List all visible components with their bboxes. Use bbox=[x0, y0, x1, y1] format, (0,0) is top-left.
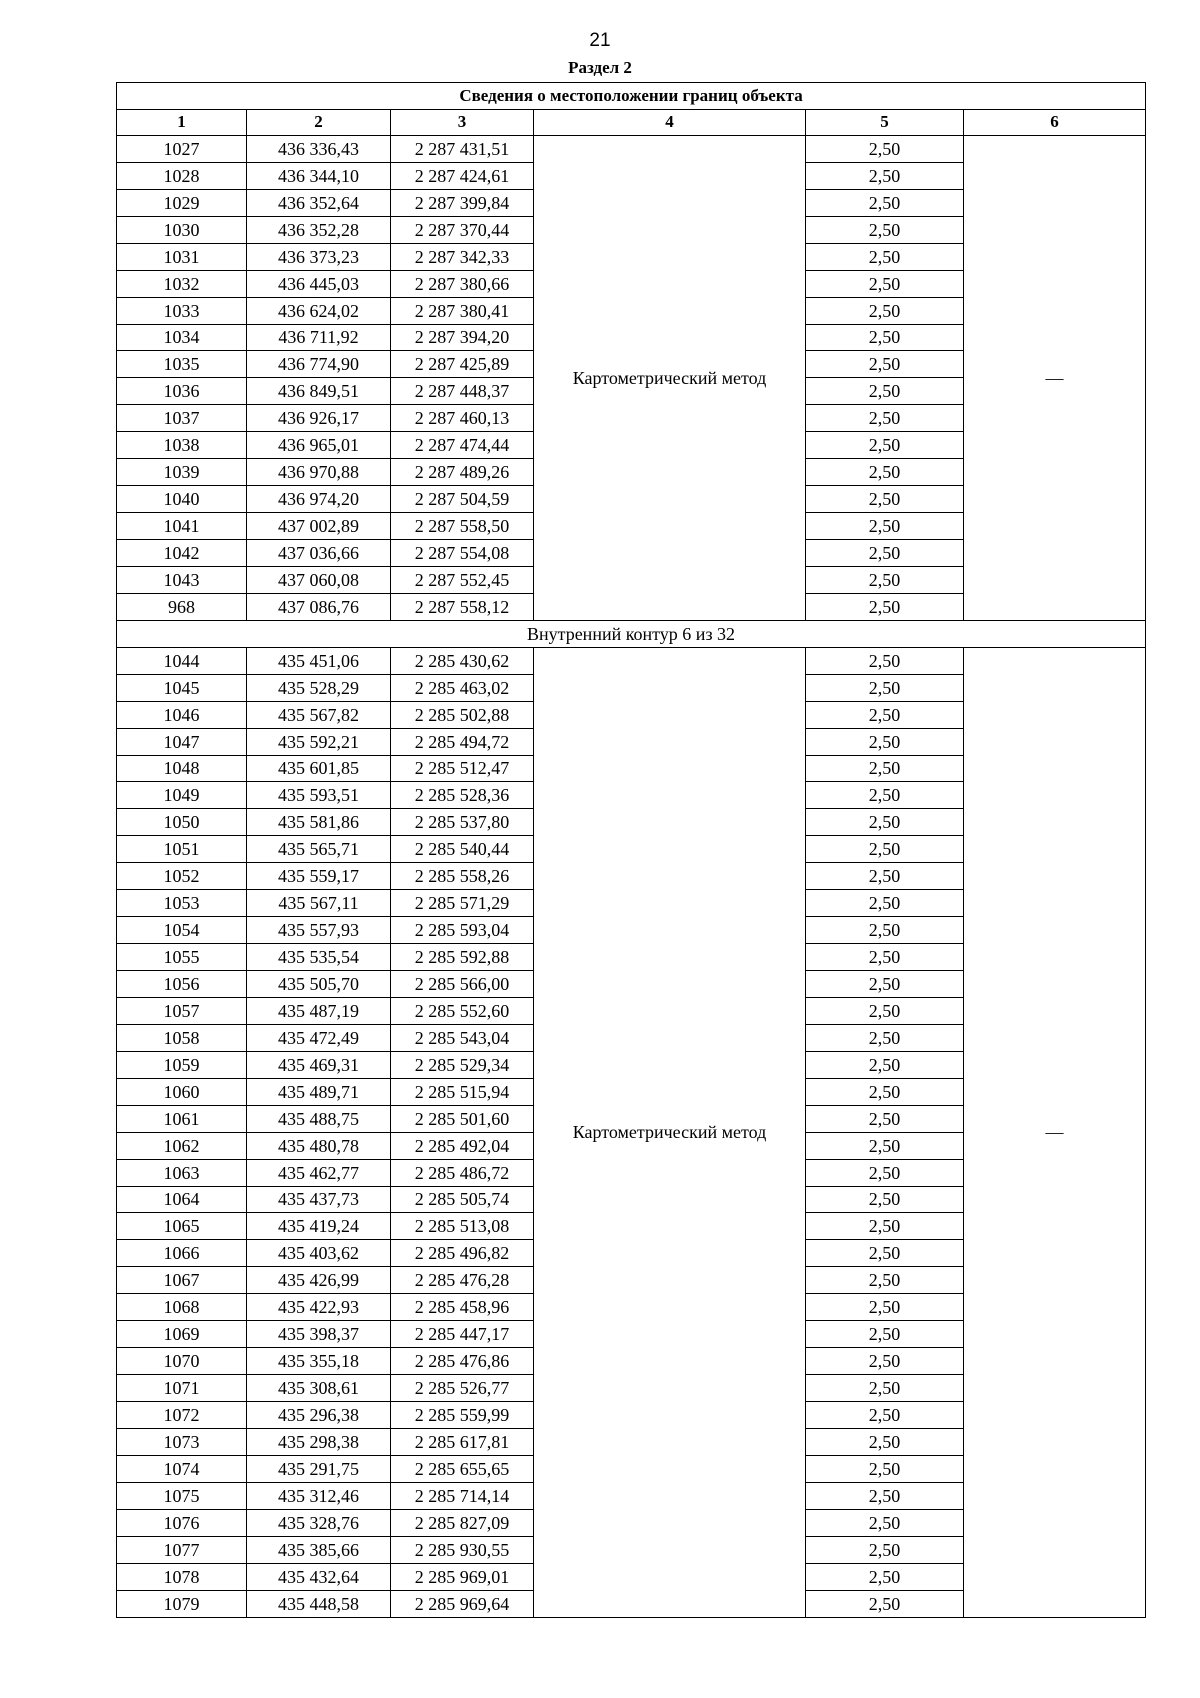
cell-precision: 2,50 bbox=[806, 270, 964, 297]
cell-precision: 2,50 bbox=[806, 1024, 964, 1051]
cell-y-coordinate: 2 285 528,36 bbox=[391, 782, 534, 809]
cell-x-coordinate: 435 385,66 bbox=[247, 1536, 391, 1563]
cell-note: — bbox=[964, 135, 1146, 620]
cell-x-coordinate: 435 581,86 bbox=[247, 809, 391, 836]
cell-point-number: 1046 bbox=[117, 701, 247, 728]
cell-y-coordinate: 2 287 558,12 bbox=[391, 593, 534, 620]
cell-precision: 2,50 bbox=[806, 1455, 964, 1482]
cell-point-number: 1053 bbox=[117, 890, 247, 917]
cell-precision: 2,50 bbox=[806, 809, 964, 836]
cell-point-number: 1052 bbox=[117, 863, 247, 890]
cell-x-coordinate: 435 472,49 bbox=[247, 1024, 391, 1051]
cell-y-coordinate: 2 285 930,55 bbox=[391, 1536, 534, 1563]
column-header-6: 6 bbox=[964, 109, 1146, 135]
cell-y-coordinate: 2 287 489,26 bbox=[391, 459, 534, 486]
cell-note: — bbox=[964, 647, 1146, 1617]
cell-point-number: 1064 bbox=[117, 1186, 247, 1213]
cell-precision: 2,50 bbox=[806, 378, 964, 405]
cell-precision: 2,50 bbox=[806, 351, 964, 378]
cell-y-coordinate: 2 285 512,47 bbox=[391, 755, 534, 782]
cell-point-number: 1034 bbox=[117, 324, 247, 351]
boundary-coordinates-table bbox=[116, 82, 1146, 1618]
table-body bbox=[117, 135, 1146, 1617]
cell-y-coordinate: 2 285 593,04 bbox=[391, 917, 534, 944]
cell-y-coordinate: 2 285 458,96 bbox=[391, 1294, 534, 1321]
cell-y-coordinate: 2 287 342,33 bbox=[391, 243, 534, 270]
cell-point-number: 1058 bbox=[117, 1024, 247, 1051]
column-header-5: 5 bbox=[806, 109, 964, 135]
cell-precision: 2,50 bbox=[806, 1402, 964, 1429]
cell-precision: 2,50 bbox=[806, 459, 964, 486]
cell-precision: 2,50 bbox=[806, 593, 964, 620]
column-header-2: 2 bbox=[247, 109, 391, 135]
cell-point-number: 1078 bbox=[117, 1563, 247, 1590]
cell-point-number: 1038 bbox=[117, 432, 247, 459]
cell-point-number: 1065 bbox=[117, 1213, 247, 1240]
cell-x-coordinate: 436 336,43 bbox=[247, 135, 391, 162]
cell-x-coordinate: 437 002,89 bbox=[247, 513, 391, 540]
cell-point-number: 1039 bbox=[117, 459, 247, 486]
cell-y-coordinate: 2 285 515,94 bbox=[391, 1078, 534, 1105]
cell-x-coordinate: 435 557,93 bbox=[247, 917, 391, 944]
cell-point-number: 1077 bbox=[117, 1536, 247, 1563]
cell-x-coordinate: 435 559,17 bbox=[247, 863, 391, 890]
cell-precision: 2,50 bbox=[806, 216, 964, 243]
cell-precision: 2,50 bbox=[806, 1105, 964, 1132]
contour-row bbox=[117, 620, 1146, 647]
cell-point-number: 1027 bbox=[117, 135, 247, 162]
cell-x-coordinate: 435 422,93 bbox=[247, 1294, 391, 1321]
cell-precision: 2,50 bbox=[806, 1159, 964, 1186]
cell-y-coordinate: 2 285 447,17 bbox=[391, 1321, 534, 1348]
cell-point-number: 1054 bbox=[117, 917, 247, 944]
cell-x-coordinate: 437 086,76 bbox=[247, 593, 391, 620]
cell-x-coordinate: 435 296,38 bbox=[247, 1402, 391, 1429]
cell-point-number: 1031 bbox=[117, 243, 247, 270]
cell-point-number: 1055 bbox=[117, 944, 247, 971]
cell-y-coordinate: 2 287 380,41 bbox=[391, 297, 534, 324]
cell-x-coordinate: 436 344,10 bbox=[247, 162, 391, 189]
cell-y-coordinate: 2 285 592,88 bbox=[391, 944, 534, 971]
cell-x-coordinate: 435 528,29 bbox=[247, 674, 391, 701]
cell-x-coordinate: 435 437,73 bbox=[247, 1186, 391, 1213]
cell-x-coordinate: 435 419,24 bbox=[247, 1213, 391, 1240]
cell-point-number: 1044 bbox=[117, 647, 247, 674]
cell-point-number: 968 bbox=[117, 593, 247, 620]
cell-y-coordinate: 2 285 571,29 bbox=[391, 890, 534, 917]
cell-point-number: 1063 bbox=[117, 1159, 247, 1186]
cell-precision: 2,50 bbox=[806, 189, 964, 216]
cell-x-coordinate: 435 328,76 bbox=[247, 1509, 391, 1536]
cell-point-number: 1041 bbox=[117, 513, 247, 540]
cell-precision: 2,50 bbox=[806, 486, 964, 513]
cell-precision: 2,50 bbox=[806, 782, 964, 809]
cell-precision: 2,50 bbox=[806, 324, 964, 351]
cell-x-coordinate: 436 445,03 bbox=[247, 270, 391, 297]
cell-y-coordinate: 2 285 617,81 bbox=[391, 1428, 534, 1455]
cell-precision: 2,50 bbox=[806, 701, 964, 728]
cell-x-coordinate: 435 535,54 bbox=[247, 944, 391, 971]
cell-point-number: 1075 bbox=[117, 1482, 247, 1509]
cell-x-coordinate: 435 432,64 bbox=[247, 1563, 391, 1590]
cell-y-coordinate: 2 285 714,14 bbox=[391, 1482, 534, 1509]
cell-y-coordinate: 2 285 496,82 bbox=[391, 1240, 534, 1267]
cell-point-number: 1073 bbox=[117, 1428, 247, 1455]
cell-x-coordinate: 435 567,82 bbox=[247, 701, 391, 728]
cell-x-coordinate: 436 711,92 bbox=[247, 324, 391, 351]
cell-x-coordinate: 436 970,88 bbox=[247, 459, 391, 486]
cell-precision: 2,50 bbox=[806, 755, 964, 782]
cell-y-coordinate: 2 287 474,44 bbox=[391, 432, 534, 459]
cell-precision: 2,50 bbox=[806, 243, 964, 270]
cell-precision: 2,50 bbox=[806, 513, 964, 540]
cell-x-coordinate: 435 487,19 bbox=[247, 997, 391, 1024]
cell-x-coordinate: 435 488,75 bbox=[247, 1105, 391, 1132]
cell-y-coordinate: 2 287 394,20 bbox=[391, 324, 534, 351]
cell-x-coordinate: 435 355,18 bbox=[247, 1348, 391, 1375]
cell-x-coordinate: 435 462,77 bbox=[247, 1159, 391, 1186]
cell-x-coordinate: 435 308,61 bbox=[247, 1375, 391, 1402]
cell-point-number: 1030 bbox=[117, 216, 247, 243]
cell-x-coordinate: 435 291,75 bbox=[247, 1455, 391, 1482]
cell-x-coordinate: 435 403,62 bbox=[247, 1240, 391, 1267]
column-header-1: 1 bbox=[117, 109, 247, 135]
cell-y-coordinate: 2 285 476,28 bbox=[391, 1267, 534, 1294]
cell-precision: 2,50 bbox=[806, 1563, 964, 1590]
cell-y-coordinate: 2 285 463,02 bbox=[391, 674, 534, 701]
table-row bbox=[117, 135, 1146, 162]
cell-y-coordinate: 2 285 969,64 bbox=[391, 1590, 534, 1617]
cell-y-coordinate: 2 285 513,08 bbox=[391, 1213, 534, 1240]
cell-point-number: 1045 bbox=[117, 674, 247, 701]
cell-point-number: 1067 bbox=[117, 1267, 247, 1294]
cell-point-number: 1040 bbox=[117, 486, 247, 513]
cell-point-number: 1072 bbox=[117, 1402, 247, 1429]
cell-x-coordinate: 436 849,51 bbox=[247, 378, 391, 405]
cell-y-coordinate: 2 287 370,44 bbox=[391, 216, 534, 243]
cell-method: Картометрический метод bbox=[534, 135, 806, 620]
cell-x-coordinate: 435 480,78 bbox=[247, 1132, 391, 1159]
cell-point-number: 1060 bbox=[117, 1078, 247, 1105]
cell-precision: 2,50 bbox=[806, 1051, 964, 1078]
cell-precision: 2,50 bbox=[806, 890, 964, 917]
cell-point-number: 1033 bbox=[117, 297, 247, 324]
cell-precision: 2,50 bbox=[806, 647, 964, 674]
cell-x-coordinate: 435 593,51 bbox=[247, 782, 391, 809]
cell-y-coordinate: 2 287 424,61 bbox=[391, 162, 534, 189]
cell-x-coordinate: 435 298,38 bbox=[247, 1428, 391, 1455]
cell-point-number: 1032 bbox=[117, 270, 247, 297]
cell-x-coordinate: 435 469,31 bbox=[247, 1051, 391, 1078]
cell-y-coordinate: 2 287 558,50 bbox=[391, 513, 534, 540]
cell-precision: 2,50 bbox=[806, 863, 964, 890]
cell-precision: 2,50 bbox=[806, 728, 964, 755]
section-title: Раздел 2 bbox=[568, 58, 632, 77]
cell-y-coordinate: 2 285 430,62 bbox=[391, 647, 534, 674]
cell-point-number: 1079 bbox=[117, 1590, 247, 1617]
cell-point-number: 1057 bbox=[117, 997, 247, 1024]
cell-y-coordinate: 2 285 502,88 bbox=[391, 701, 534, 728]
cell-point-number: 1029 bbox=[117, 189, 247, 216]
cell-y-coordinate: 2 287 504,59 bbox=[391, 486, 534, 513]
cell-y-coordinate: 2 285 540,44 bbox=[391, 836, 534, 863]
cell-precision: 2,50 bbox=[806, 135, 964, 162]
cell-y-coordinate: 2 285 501,60 bbox=[391, 1105, 534, 1132]
table-row bbox=[117, 647, 1146, 674]
cell-x-coordinate: 435 505,70 bbox=[247, 971, 391, 998]
cell-precision: 2,50 bbox=[806, 540, 964, 567]
cell-point-number: 1028 bbox=[117, 162, 247, 189]
cell-point-number: 1071 bbox=[117, 1375, 247, 1402]
cell-x-coordinate: 436 774,90 bbox=[247, 351, 391, 378]
cell-precision: 2,50 bbox=[806, 1186, 964, 1213]
column-header-row bbox=[117, 109, 1146, 135]
cell-point-number: 1042 bbox=[117, 540, 247, 567]
cell-precision: 2,50 bbox=[806, 1240, 964, 1267]
cell-point-number: 1061 bbox=[117, 1105, 247, 1132]
cell-precision: 2,50 bbox=[806, 1375, 964, 1402]
cell-point-number: 1050 bbox=[117, 809, 247, 836]
cell-y-coordinate: 2 287 425,89 bbox=[391, 351, 534, 378]
cell-y-coordinate: 2 285 558,26 bbox=[391, 863, 534, 890]
cell-y-coordinate: 2 285 827,09 bbox=[391, 1509, 534, 1536]
cell-x-coordinate: 435 601,85 bbox=[247, 755, 391, 782]
cell-x-coordinate: 436 974,20 bbox=[247, 486, 391, 513]
cell-precision: 2,50 bbox=[806, 1213, 964, 1240]
cell-y-coordinate: 2 285 559,99 bbox=[391, 1402, 534, 1429]
cell-precision: 2,50 bbox=[806, 997, 964, 1024]
cell-point-number: 1070 bbox=[117, 1348, 247, 1375]
cell-y-coordinate: 2 287 380,66 bbox=[391, 270, 534, 297]
cell-precision: 2,50 bbox=[806, 836, 964, 863]
cell-point-number: 1048 bbox=[117, 755, 247, 782]
column-header-3: 3 bbox=[391, 109, 534, 135]
cell-precision: 2,50 bbox=[806, 432, 964, 459]
cell-precision: 2,50 bbox=[806, 1294, 964, 1321]
cell-point-number: 1062 bbox=[117, 1132, 247, 1159]
cell-precision: 2,50 bbox=[806, 674, 964, 701]
cell-y-coordinate: 2 285 526,77 bbox=[391, 1375, 534, 1402]
cell-y-coordinate: 2 285 494,72 bbox=[391, 728, 534, 755]
cell-x-coordinate: 435 592,21 bbox=[247, 728, 391, 755]
contour-label: Внутренний контур 6 из 32 bbox=[117, 620, 1146, 647]
cell-x-coordinate: 436 373,23 bbox=[247, 243, 391, 270]
cell-y-coordinate: 2 285 566,00 bbox=[391, 971, 534, 998]
cell-x-coordinate: 435 426,99 bbox=[247, 1267, 391, 1294]
cell-point-number: 1076 bbox=[117, 1509, 247, 1536]
table-caption-row bbox=[117, 83, 1146, 110]
cell-point-number: 1066 bbox=[117, 1240, 247, 1267]
cell-x-coordinate: 435 489,71 bbox=[247, 1078, 391, 1105]
cell-y-coordinate: 2 285 486,72 bbox=[391, 1159, 534, 1186]
cell-x-coordinate: 436 624,02 bbox=[247, 297, 391, 324]
cell-x-coordinate: 435 448,58 bbox=[247, 1590, 391, 1617]
cell-y-coordinate: 2 287 554,08 bbox=[391, 540, 534, 567]
cell-precision: 2,50 bbox=[806, 1132, 964, 1159]
cell-point-number: 1035 bbox=[117, 351, 247, 378]
cell-precision: 2,50 bbox=[806, 1482, 964, 1509]
cell-x-coordinate: 437 060,08 bbox=[247, 566, 391, 593]
cell-precision: 2,50 bbox=[806, 1321, 964, 1348]
cell-precision: 2,50 bbox=[806, 1267, 964, 1294]
cell-precision: 2,50 bbox=[806, 1590, 964, 1617]
cell-point-number: 1037 bbox=[117, 405, 247, 432]
cell-point-number: 1074 bbox=[117, 1455, 247, 1482]
cell-y-coordinate: 2 287 399,84 bbox=[391, 189, 534, 216]
cell-y-coordinate: 2 285 543,04 bbox=[391, 1024, 534, 1051]
cell-x-coordinate: 435 451,06 bbox=[247, 647, 391, 674]
cell-y-coordinate: 2 287 431,51 bbox=[391, 135, 534, 162]
cell-precision: 2,50 bbox=[806, 971, 964, 998]
table-caption: Сведения о местоположении границ объекта bbox=[117, 83, 1146, 110]
cell-x-coordinate: 436 926,17 bbox=[247, 405, 391, 432]
cell-precision: 2,50 bbox=[806, 405, 964, 432]
cell-precision: 2,50 bbox=[806, 566, 964, 593]
cell-precision: 2,50 bbox=[806, 917, 964, 944]
cell-y-coordinate: 2 285 537,80 bbox=[391, 809, 534, 836]
cell-x-coordinate: 435 565,71 bbox=[247, 836, 391, 863]
cell-x-coordinate: 436 965,01 bbox=[247, 432, 391, 459]
cell-precision: 2,50 bbox=[806, 1078, 964, 1105]
cell-y-coordinate: 2 285 969,01 bbox=[391, 1563, 534, 1590]
cell-point-number: 1047 bbox=[117, 728, 247, 755]
cell-precision: 2,50 bbox=[806, 1509, 964, 1536]
cell-point-number: 1068 bbox=[117, 1294, 247, 1321]
cell-precision: 2,50 bbox=[806, 1536, 964, 1563]
cell-y-coordinate: 2 287 448,37 bbox=[391, 378, 534, 405]
cell-x-coordinate: 436 352,28 bbox=[247, 216, 391, 243]
cell-point-number: 1051 bbox=[117, 836, 247, 863]
cell-y-coordinate: 2 285 655,65 bbox=[391, 1455, 534, 1482]
cell-precision: 2,50 bbox=[806, 944, 964, 971]
cell-point-number: 1036 bbox=[117, 378, 247, 405]
column-header-4: 4 bbox=[534, 109, 806, 135]
cell-precision: 2,50 bbox=[806, 1348, 964, 1375]
cell-x-coordinate: 437 036,66 bbox=[247, 540, 391, 567]
cell-y-coordinate: 2 287 460,13 bbox=[391, 405, 534, 432]
cell-y-coordinate: 2 287 552,45 bbox=[391, 566, 534, 593]
cell-point-number: 1069 bbox=[117, 1321, 247, 1348]
cell-x-coordinate: 435 312,46 bbox=[247, 1482, 391, 1509]
cell-precision: 2,50 bbox=[806, 1428, 964, 1455]
cell-point-number: 1049 bbox=[117, 782, 247, 809]
cell-y-coordinate: 2 285 476,86 bbox=[391, 1348, 534, 1375]
page-number: 21 bbox=[589, 30, 611, 51]
cell-point-number: 1056 bbox=[117, 971, 247, 998]
cell-y-coordinate: 2 285 492,04 bbox=[391, 1132, 534, 1159]
cell-method: Картометрический метод bbox=[534, 647, 806, 1617]
cell-x-coordinate: 436 352,64 bbox=[247, 189, 391, 216]
cell-x-coordinate: 435 398,37 bbox=[247, 1321, 391, 1348]
cell-y-coordinate: 2 285 529,34 bbox=[391, 1051, 534, 1078]
cell-y-coordinate: 2 285 552,60 bbox=[391, 997, 534, 1024]
cell-x-coordinate: 435 567,11 bbox=[247, 890, 391, 917]
cell-precision: 2,50 bbox=[806, 297, 964, 324]
cell-y-coordinate: 2 285 505,74 bbox=[391, 1186, 534, 1213]
cell-precision: 2,50 bbox=[806, 162, 964, 189]
cell-point-number: 1043 bbox=[117, 566, 247, 593]
cell-point-number: 1059 bbox=[117, 1051, 247, 1078]
